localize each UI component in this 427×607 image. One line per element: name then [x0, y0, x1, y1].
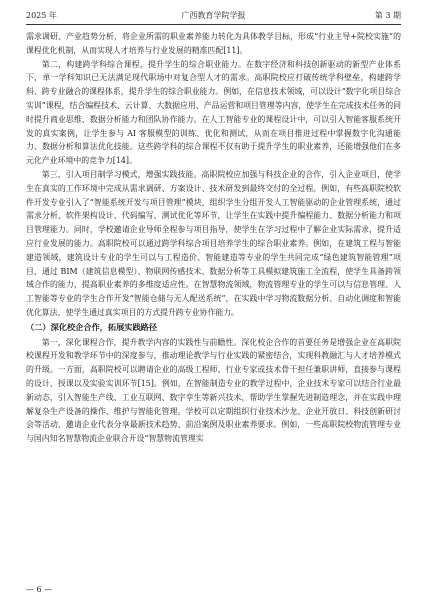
section-heading: （二）深化校企合作，拓展实践路径	[26, 321, 158, 332]
header-rule	[26, 24, 401, 25]
paragraph-continued: 需求调研、产业趋势分析，将企业所需的职业素养能力转化为具体教学目标，形成“行业主导+院校实施”的课程优化机制，从而实现人才培养与行业发展的精准匹配[11]。	[26, 32, 401, 55]
paragraph: 第三，引入项目制学习模式，增强实践技能。高职院校应加强与科技企业的合作，引入企业项目，使学生在真实的工作环境中完成从需求调研、方案设计、技术研发到最终交付的全过程。例如，有些高职院校软件开发专业引入了“智能系统开发与项目管理”模块，组织学生分组开发人工智能驱动的企业管理系统，通过需求分析、软件架构设计、代码编写、测试优化等环节，让学生在实践中提升编程能力、数据分析能力和项目管理能力。同时，学校邀请企业导师全程参与项目指导，使学生在学习过程中了解企业实际需求，提升适应行业发展的能力。高职院校可以通过跨学科综合项目培养学生的综合职业素养。例如，在建筑工程与智能建造领域，建筑设计专业的学生可以与工程造价、智能建造等专业的学生共同完成“绿色建筑智能管理”项目，通过 BIM（建筑信息模型）、物联网传感技术、数据分析等工具模拟建筑施工全流程，使学生具备跨领域合作的能力，提高职业素养的多维度适应性。在智慧物流领域，物流管理专业的学生可以与信息管理、人工智能等专业的学生合作开发“智能仓储与无人配送系统”，在实践中学习物流数据分析、自动化调度和智能优化算法，使学生通过真实项目的方式提升跨专业协作能力。	[26, 169, 401, 317]
page-number: — 6 —	[26, 585, 53, 594]
running-header	[26, 9, 401, 23]
issue-number: 第 3 期	[374, 11, 401, 20]
paragraph: 第二，构建跨学科综合课程，提升学生的综合职业能力。在数字经济和科技创新驱动的新型产业体系下，单一学科知识已无法满足现代职场中对复合型人才的需求。高职院校应打破传统学科壁垒，构建跨学科、跨专业融合的课程体系，提升学生的综合职业能力。例如，在信息技术领域，可以设计“数字化项目综合实训”课程，结合编程技术、云计算、大数据应用、产品运营和项目管理等内容，使学生在完成技术任务的同时提升商业思维、数据分析能力和团队协作能力。在人工智能专业的课程设计中，可以引入智能客服系统开发的真实案例，让学生参与 AI 客服模型的训练、优化和测试，从而在项目推进过程中掌握数字化沟通能力、数据分析和算法优化技能。这些跨学科的综合课程不仅有助于提升学生的职业素养，还能增强他们在多元化产业环境中的竞争力[14]。	[26, 59, 401, 166]
journal-title: 广西教育学院学报	[181, 11, 246, 20]
header-year: 2025 年	[26, 11, 57, 20]
paragraph: 第一，深化课程合作，提升教学内容的实践性与前瞻性。深化校企合作的首要任务是增强企业在高职院校课程开发和教学环节中的深度参与，推动理论教学与行业实践的紧密结合，实现科教融汇与人才培养模式的升级。一方面，高职院校可以聘请企业的高级工程师、行业专家或技术骨干担任兼职讲师，直接参与课程的设计、授课以及实验实训环节[15]。例如，在智能制造专业的教学过程中，企业技术专家可以结合行业最新动态，引入智能生产线、工业互联网、数字孪生等新兴技术，帮助学生掌握先进制造理念，并在实践中理解复杂生产设备的操作、维护与智能化管理。学校可以定期组织行业技术沙龙、企业开放日、科技创新研讨会等活动，邀请企业代表分享最新技术趋势、前沿案例及职业素养要求。例如，一些高职院校物流管理专业与国内知名智慧物流企业联合开设“智慧物流管理实	[26, 337, 401, 444]
article-body	[26, 30, 401, 585]
